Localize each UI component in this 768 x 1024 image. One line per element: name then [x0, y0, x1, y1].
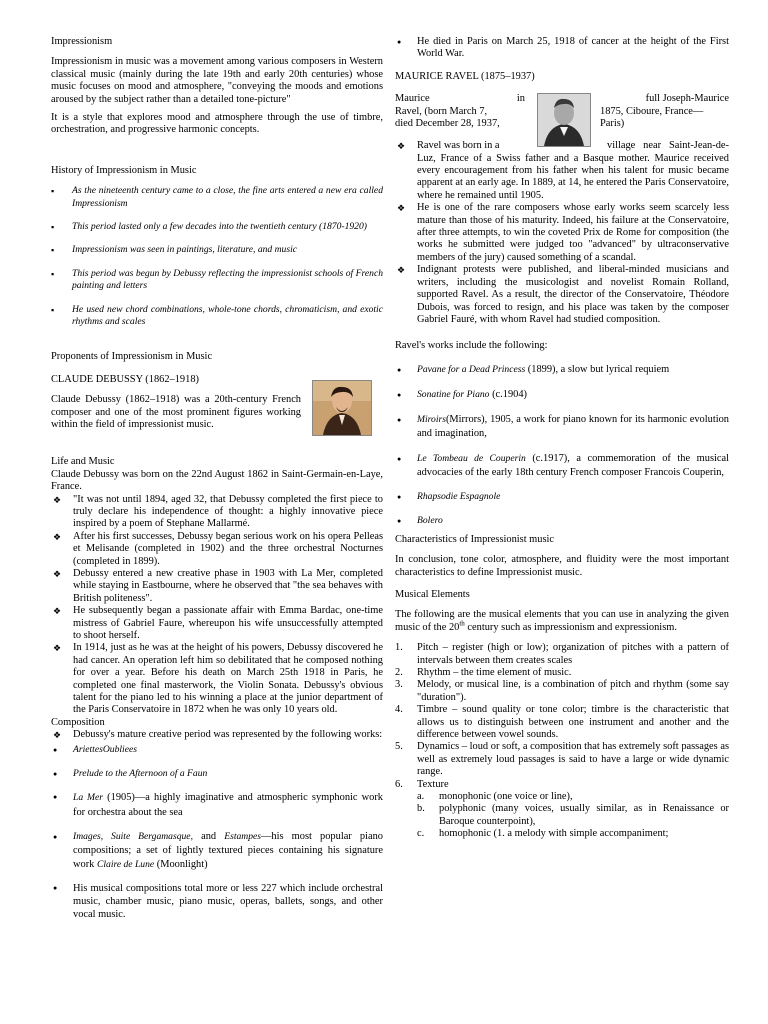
work-description: (c.1904) — [489, 388, 527, 400]
work-title: Bolero — [417, 514, 443, 526]
heading-debussy: CLAUDE DEBUSSY (1862–1918) — [51, 373, 199, 385]
work-description: (c.1917), a commemoration of the musical advocacies of the early 18th century French composer Francois Couperin, — [417, 452, 729, 478]
ravel-intro-line — [395, 93, 525, 105]
item-number: 6. — [395, 778, 403, 790]
element-item — [395, 704, 729, 741]
work-description: His musical compositions total more or less 227 which include orchestral music, chamber music, piano music, operas, ballets, songs, and other vocal music. — [73, 883, 383, 921]
item-text: Rhythm – the time element of music. — [417, 666, 572, 678]
ravel-works-list — [395, 363, 729, 528]
element-item — [395, 667, 729, 679]
list-item: ❖ Indignant protests were published, and liberal-minded musicians and writers, including the musicologist and novelist Romain Rolland, supported Ravel. As a result, the director of the Conservatoire, Théodore Dubois, was forced to resign, and his place was taken by the composer Gabriel Fauré, with whom Ravel had studied composition. — [395, 264, 729, 326]
list-item: ▪ As the nineteenth century came to a close, the fine arts entered a new era called Impressionism — [51, 185, 383, 210]
list-item: ▪ This period was begun by Debussy reflecting the impressionist schools of French painting and letters — [51, 268, 383, 293]
item-number: 1. — [395, 642, 403, 654]
ravel-born-text: Ravel was born in a — [417, 140, 500, 152]
list-item: ❖ In 1914, just as he was at the height of his powers, Debussy discovered he had cancer. An operation left him so debilitated that he composed nothing for over a year. Before his death on March 25th 1918 in Paris, he completed one final masterwork, the Violin Sonata. Debussy's obvious talent for the piano led to his winning a place at the junior department of the Paris Conservatoire in 1872 when he was only 10 years old. — [51, 642, 383, 716]
ordinal-suffix: th — [459, 619, 465, 628]
intro-paragraph-1: Impressionism in music was a movement among various composers in Western classical music (mainly during the late 19th and early 20th centuries) whose music focuses on mood and atmosphere, "conveying the moods and emotions aroused by the subject rather than a detailed tone-picture" — [51, 56, 383, 105]
heading-history: History of Impressionism in Music — [51, 164, 197, 176]
work-item — [395, 413, 729, 441]
work-item — [51, 744, 383, 756]
work-item — [395, 388, 729, 402]
list-item: ❖ Debussy's mature creative period was represented by the following works: — [51, 729, 383, 741]
work-item — [395, 363, 729, 377]
debussy-portrait — [312, 380, 372, 436]
item-text: Pitch – register (high or low); organization of pitches with a pattern of intervals between them creates scales — [417, 642, 729, 666]
debussy-intro: Claude Debussy (1862–1918) was a 20th-century French composer and one of the most prominent figures working within the field of impressionist music. — [51, 394, 301, 431]
work-title: La Mer — [73, 792, 104, 804]
element-item — [395, 679, 729, 704]
right-column — [395, 36, 729, 841]
heading-impressionism: Impressionism — [51, 36, 113, 47]
work-description: (Mirrors), 1905, a work for piano known for its harmonic evolution and imagination, — [417, 413, 729, 439]
heading-characteristics: Characteristics of Impressionist music — [395, 533, 555, 545]
ravel-intro-line: Paris) — [600, 118, 625, 130]
characteristics-paragraph: In conclusion, tone color, atmosphere, and fluidity were the most important characteristics to define Impressionist music. — [395, 554, 729, 578]
work-title: Rhapsodie Espagnole — [417, 490, 501, 502]
list-item: ▪ This period lasted only a few decades into the twentieth century (1870-1920) — [51, 221, 383, 233]
ravel-text: in — [516, 93, 525, 105]
heading-composition: Composition — [51, 716, 105, 728]
ravel-works-lead: Ravel's works include the following: — [395, 340, 548, 352]
elements-intro-text: century such as impressionism and expressionism. — [464, 621, 677, 633]
texture-item — [417, 791, 729, 803]
ravel-portrait — [537, 93, 591, 147]
debussy-portrait-image — [313, 381, 371, 435]
ravel-intro-line: 1875, Ciboure, France— — [600, 105, 704, 117]
texture-list — [417, 791, 729, 841]
item-letter: a. — [417, 791, 425, 803]
elements-intro — [395, 609, 729, 634]
item-number: 2. — [395, 666, 403, 678]
list-item: ❖ "It was not until 1894, aged 32, that Debussy completed the first piece to truly declare his independence of thought: a highly innovative piece inspired by a poem of Stephane Mallarmé. — [51, 494, 383, 531]
work-description: (1899), a slow but lyrical requiem — [525, 363, 670, 375]
work-title: Estampes — [224, 831, 262, 843]
texture-item — [417, 828, 729, 840]
work-item — [51, 830, 383, 872]
left-column — [51, 36, 383, 921]
list-item: ▪ Impressionism was seen in paintings, literature, and music — [51, 244, 383, 256]
work-title: Le Tombeau de Couperin — [417, 452, 526, 464]
list-item — [395, 140, 729, 202]
elements-intro-text: The following are the musical elements that you can use in analyzing the given music of the 20 — [395, 609, 729, 633]
work-connector: and — [192, 831, 225, 843]
heading-life-and-music: Life and Music — [51, 456, 115, 468]
heading-proponents: Proponents of Impressionism in Music — [51, 350, 213, 362]
work-description: —his most popular piano compositions; a set of lightly textured pieces containing his signature work — [73, 831, 383, 871]
item-letter: b. — [417, 803, 425, 815]
item-text: monophonic (one voice or line), — [439, 791, 573, 803]
elements-list — [395, 642, 729, 791]
ravel-intro-line: full Joseph-Maurice — [645, 93, 729, 105]
composition-lead-list — [51, 729, 383, 741]
list-item: ❖ He is one of the rare composers whose early works seem scarcely less mature than those of his maturity. Indeed, his failure at the Conservatoire, after three attempts, to win the coveted Prix de Rome for composition (the works he submitted were judged too "advanced" by ultraconservative members of the jury) caused something of a scandal. — [395, 202, 729, 264]
work-item — [51, 768, 383, 780]
list-item: ● He died in Paris on March 25, 1918 of cancer at the height of the First World War. — [395, 36, 729, 61]
item-number: 3. — [395, 679, 403, 691]
texture-item — [417, 803, 729, 828]
element-item — [395, 642, 729, 667]
heading-ravel: MAURICE RAVEL (1875–1937) — [395, 70, 535, 82]
work-title: Claire de Lune — [96, 859, 155, 871]
work-item — [395, 452, 729, 480]
ravel-intro-block — [395, 93, 729, 137]
list-item: ❖ He subsequently began a passionate affair with Emma Bardac, one-time mistress of Gabriel Faure, whereupon his wife unsuccessfully attempted to shoot herself. — [51, 605, 383, 642]
ravel-intro-left — [395, 93, 525, 130]
ravel-intro-line: died December 28, 1937, — [395, 118, 500, 130]
ravel-intro-line: Ravel, (born March 7, — [395, 105, 488, 117]
ravel-portrait-image — [538, 94, 590, 146]
work-item — [51, 790, 383, 820]
ravel-text: Maurice — [395, 93, 430, 105]
work-description: (1905)—a highly imaginative and atmospheric symphonic work for orchestra about the sea — [73, 792, 383, 819]
heading-musical-elements: Musical Elements — [395, 588, 470, 600]
ravel-born-text: village near Saint-Jean-de-Luz, France of a Swiss father and a Basque mother. Maurice received every encouragement from his father when his talent for music became apparent at an early age. In 1889, at 14, he entered the Paris Conservatoire, where he remained until 1905. — [417, 140, 729, 201]
work-item — [395, 490, 729, 504]
debussy-works-list — [51, 744, 383, 922]
item-text: Melody, or musical line, is a combination of pitch and rhythm (some say "duration"). — [417, 679, 729, 703]
list-item: ❖ Debussy entered a new creative phase in 1903 with La Mer, completed while staying in Eastbourne, where he observed that "the sea behaves with British politeness". — [51, 568, 383, 605]
work-description: (Moonlight) — [154, 859, 208, 871]
ravel-facts-list — [395, 140, 729, 326]
item-text: homophonic (1. a melody with simple accompaniment; — [439, 828, 669, 840]
work-title: Images, Suite Bergamasque, — [73, 831, 193, 843]
item-text: Texture — [417, 778, 449, 790]
item-text: Timbre – sound quality or tone color; timbre is the characteristic that allows us to distinguish between one instrument and another and the difference between vowel sounds. — [417, 704, 729, 740]
history-list — [51, 185, 383, 328]
work-title: Pavane for a Dead Princess — [417, 363, 526, 375]
work-item — [51, 882, 383, 921]
item-number: 5. — [395, 741, 403, 753]
work-item — [395, 514, 729, 528]
work-title: Sonatine for Piano — [417, 388, 490, 400]
ravel-intro-right — [600, 93, 729, 130]
item-letter: c. — [417, 828, 425, 840]
debussy-intro-block — [51, 394, 383, 444]
item-text: polyphonic (many voices, usually similar, as in Renaissance or Baroque counterpoint), — [439, 803, 729, 827]
work-title: Prelude to the Afternoon of a Faun — [73, 768, 208, 780]
list-item: ❖ After his first successes, Debussy began serious work on his opera Pelleas et Melisande (completed in 1902) and the three orchestral Nocturnes (completed in 1899). — [51, 531, 383, 568]
work-title: Miroirs — [417, 413, 446, 425]
work-title: AriettesOubliees — [73, 743, 137, 755]
element-item — [395, 779, 729, 791]
life-intro: Claude Debussy was born on the 22nd August 1862 in Saint-Germain-en-Laye, France. — [51, 468, 383, 493]
death-note-list — [395, 36, 729, 61]
item-text: Dynamics – loud or soft, a composition that has extremely soft passages as well as extremely loud passages is said to have a large or wide dynamic range. — [417, 741, 729, 778]
list-item: ▪ He used new chord combinations, whole-tone chords, chromaticism, and exotic rhythms and scales — [51, 304, 383, 329]
item-number: 4. — [395, 704, 403, 716]
life-list — [51, 494, 383, 717]
element-item — [395, 741, 729, 778]
intro-paragraph-2: It is a style that explores mood and atmosphere through the use of timbre, orchestration, and progressive harmonic concepts. — [51, 112, 383, 136]
